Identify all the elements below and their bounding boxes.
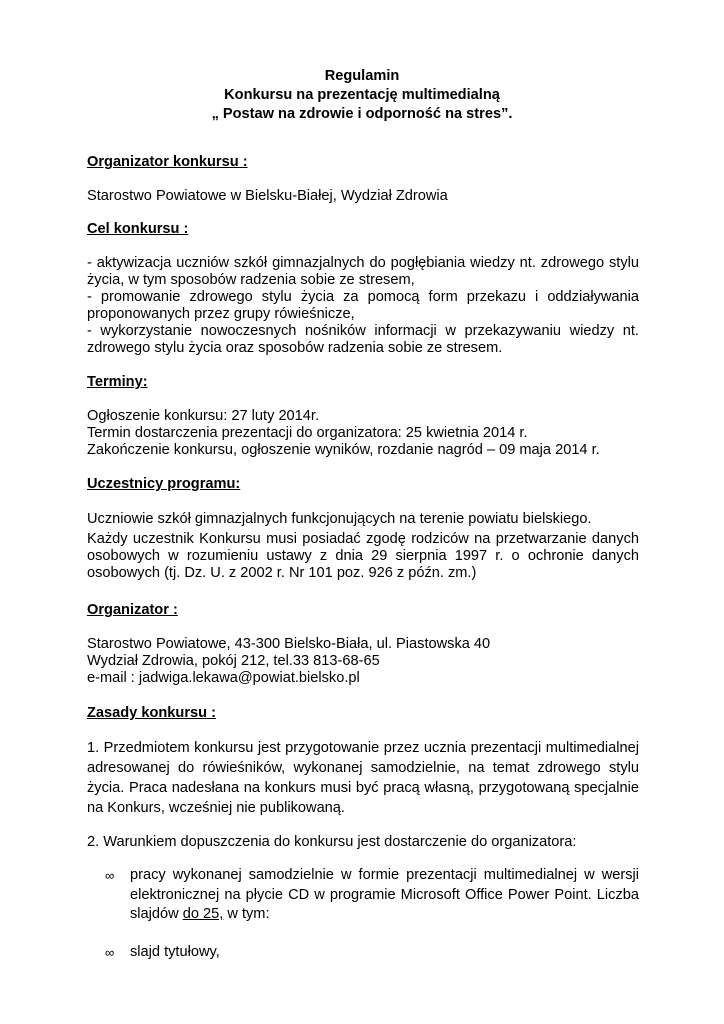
terminy-line-3: Zakończenie konkursu, ogłoszenie wyników, rozdanie nagród – 09 maja 2014 r.	[87, 442, 600, 458]
zasady-section	[87, 738, 639, 852]
document-title	[0, 67, 724, 124]
bullet-1-text-after: w tym:	[223, 906, 270, 922]
bullet-item-prezentacja	[87, 866, 639, 925]
uczestnicy-line-1: Uczniowie szkół gimnazjalnych funkcjonujących na terenie powiatu bielskiego.	[87, 511, 592, 527]
section-heading-terminy: Terminy:	[87, 374, 148, 390]
uczestnicy-paragraph-2: Każdy uczestnik Konkursu musi posiadać zgodę rodziców na przetwarzanie danych osobowych w rozumieniu ustawy z dnia 29 sierpnia 1997 r. o ochronie danych osobowych (tj. Dz. U. z 2002 r. Nr 101 poz. 926 z późn. zm.)	[87, 531, 639, 581]
bullet-1-text-before: pracy wykonanej samodzielnie w formie prezentacji multimedialnej w wersji elektronicznej na płycie CD w programie Microsoft Office Power Point. Liczba slajdów	[130, 867, 639, 922]
title-line-2: Konkursu na prezentację multimedialną	[224, 87, 500, 103]
bullet-1-text-underlined: do 25,	[182, 906, 224, 922]
organizator-konkursu-text: Starostwo Powiatowe w Bielsku-Białej, Wydział Zdrowia	[87, 188, 448, 204]
infinity-bullet-icon: ∞	[105, 944, 115, 960]
cel-item-3: - wykorzystanie nowoczesnych nośników informacji w przekazywaniu wiedzy nt. zdrowego stylu życia oraz sposobów radzenia sobie ze stresem.	[87, 323, 639, 356]
section-heading-uczestnicy: Uczestnicy programu:	[87, 476, 241, 492]
section-heading-cel: Cel konkursu :	[87, 221, 189, 237]
title-line-3: „ Postaw na zdrowie i odporność na stres”.	[211, 106, 513, 122]
cel-item-1: - aktywizacja uczniów szkół gimnazjalnych do pogłębiania wiedzy nt. zdrowego stylu życia, w tym sposobów radzenia sobie ze stresem,	[87, 255, 639, 288]
section-heading-zasady: Zasady konkursu :	[87, 705, 216, 721]
bullet-text-prezentacja	[130, 866, 639, 925]
document-body	[87, 154, 639, 962]
terminy-line-2: Termin dostarczenia prezentacji do organizatora: 25 kwietnia 2014 r.	[87, 425, 528, 441]
cel-item-2: - promowanie zdrowego stylu życia za pomocą form przekazu i oddziaływania proponowanych przez grupy rówieśnicze,	[87, 289, 639, 322]
zasady-point-1: 1. Przedmiotem konkursu jest przygotowanie przez ucznia prezentacji multimedialnej adresowanej do rówieśników, wykonanej samodzielnie, na temat zdrowego stylu życia. Praca nadesłana na konkurs musi być pracą własną, przygotowaną specjalnie na Konkurs, wcześniej nie publikowaną.	[87, 740, 639, 816]
organizator-email: e-mail : jadwiga.lekawa@powiat.bielsko.pl	[87, 670, 360, 686]
bullet-item-slajd	[87, 943, 639, 963]
organizator-address: Starostwo Powiatowe, 43-300 Bielsko-Biała, ul. Piastowska 40	[87, 636, 491, 652]
title-line-1: Regulamin	[324, 68, 400, 84]
infinity-bullet-icon: ∞	[105, 868, 115, 883]
zasady-point-2: 2. Warunkiem dopuszczenia do konkursu jest dostarczenie do organizatora:	[87, 834, 577, 850]
section-heading-organizator-konkursu: Organizator konkursu :	[87, 154, 248, 170]
section-heading-organizator: Organizator :	[87, 602, 178, 618]
bullet-text-slajd: slajd tytułowy,	[130, 943, 220, 960]
terminy-line-1: Ogłoszenie konkursu: 27 luty 2014r.	[87, 408, 320, 424]
organizator-room-phone: Wydział Zdrowia, pokój 212, tel.33 813-68-65	[87, 653, 380, 669]
